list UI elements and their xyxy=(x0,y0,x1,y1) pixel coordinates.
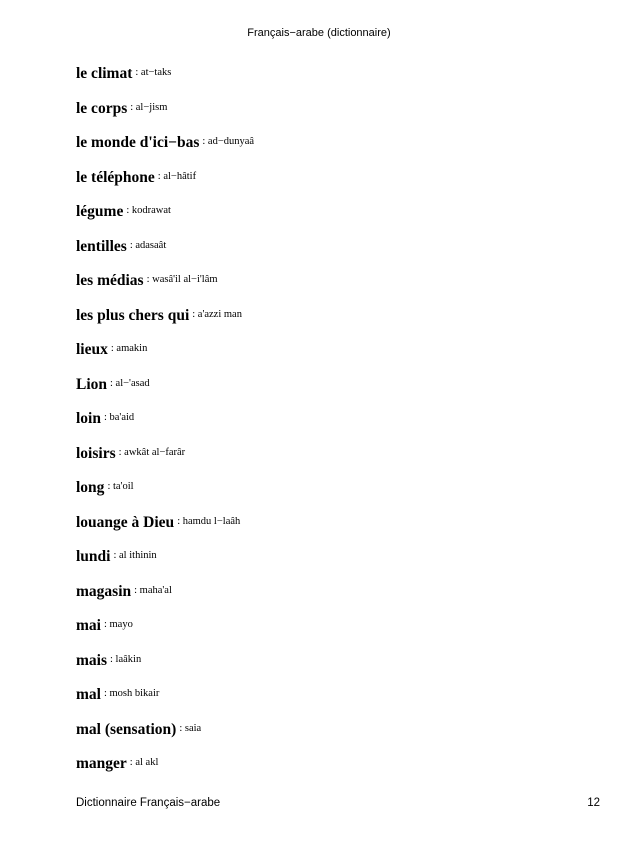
entry-term: louange à Dieu xyxy=(76,513,175,531)
entry-term: loisirs xyxy=(76,444,116,462)
entry-term: lieux xyxy=(76,341,108,358)
entry-translation: : laâkin xyxy=(110,653,142,665)
entry-term: mal xyxy=(76,686,101,703)
dictionary-entry xyxy=(76,131,596,166)
entry-translation: : mosh bikair xyxy=(103,688,160,699)
dictionary-entry xyxy=(76,752,596,787)
dictionary-entry xyxy=(76,97,596,132)
entry-term: les médias xyxy=(76,272,144,289)
dictionary-entry xyxy=(76,338,596,373)
dictionary-entry xyxy=(76,235,596,270)
entry-translation: : al−hâtif xyxy=(157,170,197,182)
entry-term: légume xyxy=(76,203,124,220)
entry-term: le monde d'ici−bas xyxy=(76,134,200,151)
dictionary-entry xyxy=(76,614,596,649)
entry-translation: : kodrawat xyxy=(126,205,171,216)
dictionary-entry xyxy=(76,683,596,718)
dictionary-entry xyxy=(76,511,596,546)
dictionary-entry xyxy=(76,304,596,339)
entry-term: Lion xyxy=(76,375,108,393)
entry-term: mal (sensation) xyxy=(76,720,177,738)
dictionary-entry xyxy=(76,580,596,615)
entry-term: long xyxy=(76,479,105,496)
entry-term: le téléphone xyxy=(76,168,155,186)
page-header: Français−arabe (dictionnaire) xyxy=(247,27,391,39)
entry-translation: : at−taks xyxy=(135,67,172,78)
entry-translation: : awkât al−farâr xyxy=(118,446,186,458)
dictionary-entry xyxy=(76,545,596,580)
entry-translation: : al ithinin xyxy=(113,550,157,561)
page-footer-title: Dictionnaire Français−arabe xyxy=(76,797,221,809)
entry-translation: : amakin xyxy=(110,343,148,354)
entry-term: magasin xyxy=(76,582,132,600)
entry-term: le corps xyxy=(76,99,128,117)
entry-translation: : a'azzi man xyxy=(192,308,242,320)
entry-translation: : al−'asad xyxy=(110,377,150,389)
dictionary-entries xyxy=(76,62,596,787)
entry-term: mai xyxy=(76,617,101,634)
entry-term: lundi xyxy=(76,548,111,565)
dictionary-entry xyxy=(76,718,596,753)
dictionary-entry xyxy=(76,200,596,235)
entry-translation: : ta'oil xyxy=(107,481,134,492)
dictionary-entry xyxy=(76,407,596,442)
entry-term: loin xyxy=(76,410,101,427)
entry-translation: : ba'aid xyxy=(103,412,135,423)
entry-term: les plus chers qui xyxy=(76,306,190,324)
entry-translation: : adasaât xyxy=(129,239,167,251)
dictionary-entry xyxy=(76,269,596,304)
entry-translation: : wasâ'il al−i'lâm xyxy=(146,274,218,285)
page-number: 12 xyxy=(587,797,600,809)
dictionary-entry xyxy=(76,476,596,511)
entry-translation: : maha'al xyxy=(134,584,172,596)
entry-translation: : al akl xyxy=(129,757,159,768)
entry-translation: : saia xyxy=(179,722,202,734)
dictionary-entry xyxy=(76,373,596,408)
entry-term: le climat xyxy=(76,65,133,82)
dictionary-entry xyxy=(76,166,596,201)
entry-translation: : hamdu l−laâh xyxy=(177,515,241,527)
entry-translation: : al−jism xyxy=(130,101,168,113)
entry-term: lentilles xyxy=(76,237,127,255)
dictionary-entry xyxy=(76,649,596,684)
entry-translation: : ad−dunyaâ xyxy=(202,136,255,147)
entry-term: mais xyxy=(76,651,107,669)
dictionary-entry xyxy=(76,62,596,97)
dictionary-entry xyxy=(76,442,596,477)
entry-translation: : mayo xyxy=(103,619,133,630)
entry-term: manger xyxy=(76,755,127,772)
